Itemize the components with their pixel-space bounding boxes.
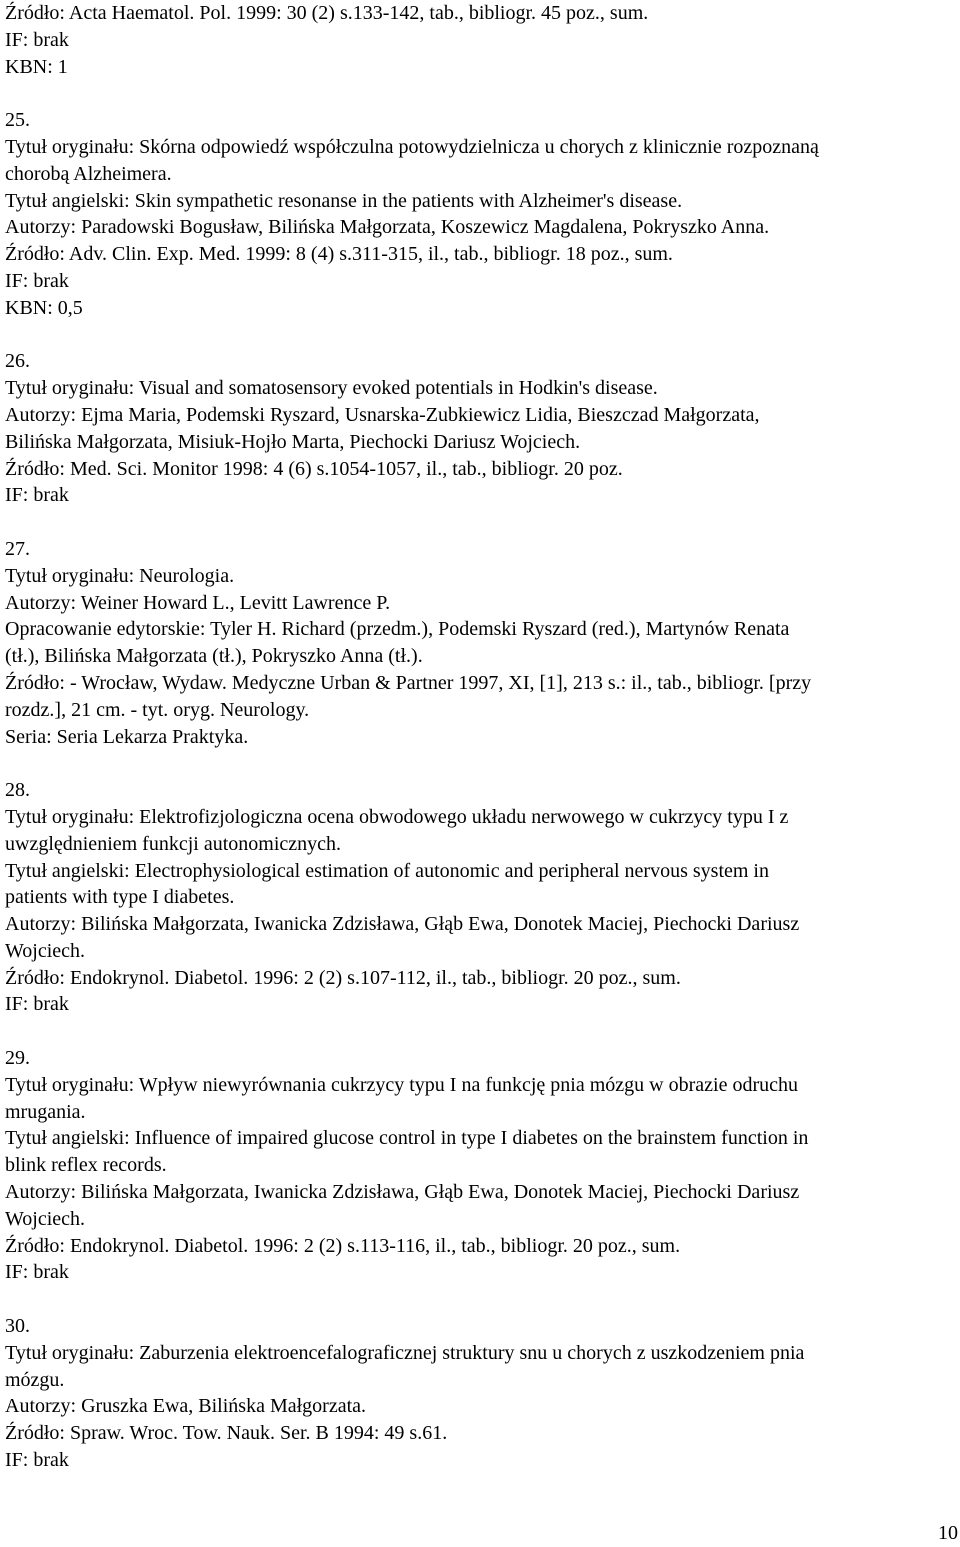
entry-line: Źródło: Adv. Clin. Exp. Med. 1999: 8 (4) s.311-315, il., tab., bibliogr. 18 poz., sum. — [5, 243, 673, 266]
entry-line: IF: brak — [5, 28, 69, 51]
entry-line: Autorzy: Bilińska Małgorzata, Iwanicka Zdzisława, Głąb Ewa, Donotek Maciej, Piechocki Dariusz — [5, 913, 800, 936]
entry-line: Autorzy: Bilińska Małgorzata, Iwanicka Zdzisława, Głąb Ewa, Donotek Maciej, Piechocki Dariusz — [5, 1181, 800, 1204]
entry-line: Autorzy: Ejma Maria, Podemski Ryszard, Usnarska-Zubkiewicz Lidia, Bieszczad Małgorzata, — [5, 403, 760, 426]
entry-line: IF: brak — [5, 993, 69, 1016]
entry-line: IF: brak — [5, 269, 69, 292]
entry-line: IF: brak — [5, 484, 69, 507]
entry-line: Źródło: Med. Sci. Monitor 1998: 4 (6) s.1054-1057, il., tab., bibliogr. 20 poz. — [5, 457, 623, 480]
entry-line: Wojciech. — [5, 1207, 86, 1230]
entry-line: 29. — [5, 1047, 30, 1070]
entry-line: 27. — [5, 537, 30, 560]
bibliography-entry — [5, 1045, 955, 1286]
entry-line: KBN: 0,5 — [5, 296, 83, 319]
entry-line: Seria: Seria Lekarza Praktyka. — [5, 725, 249, 748]
entry-line: Tytuł angielski: Skin sympathetic resonanse in the patients with Alzheimer's disease. — [5, 189, 683, 212]
entry-line: Źródło: Endokrynol. Diabetol. 1996: 2 (2) s.107-112, il., tab., bibliogr. 20 poz., sum. — [5, 966, 681, 989]
entry-line: Bilińska Małgorzata, Misiuk-Hojło Marta, Piechocki Dariusz Wojciech. — [5, 430, 581, 453]
entry-line: 25. — [5, 109, 30, 132]
entry-line: Autorzy: Gruszka Ewa, Bilińska Małgorzata. — [5, 1395, 367, 1418]
entry-line: Źródło: - Wrocław, Wydaw. Medyczne Urban & Partner 1997, XI, [1], 213 s.: il., tab., bibliogr. [przy — [5, 671, 812, 694]
entry-line: mózgu. — [5, 1368, 65, 1391]
entry-line: uwzględnieniem funkcji autonomicznych. — [5, 832, 342, 855]
bibliography-entry — [5, 107, 955, 321]
entry-line: patients with type I diabetes. — [5, 886, 235, 909]
entry-line: Źródło: Endokrynol. Diabetol. 1996: 2 (2) s.113-116, il., tab., bibliogr. 20 poz., sum. — [5, 1234, 681, 1257]
entry-line: Autorzy: Paradowski Bogusław, Bilińska Małgorzata, Koszewicz Magdalena, Pokryszko Anna. — [5, 216, 770, 239]
entry-line: Wojciech. — [5, 939, 86, 962]
entry-line: chorobą Alzheimera. — [5, 162, 172, 185]
entry-line: IF: brak — [5, 1449, 69, 1472]
entry-line: Tytuł oryginału: Zaburzenia elektroencefalograficznej struktury snu u chorych z uszkodzeniem pnia — [5, 1341, 805, 1364]
entry-line: Tytuł oryginału: Wpływ niewyrównania cukrzycy typu I na funkcję pnia mózgu w obrazie odruchu — [5, 1073, 798, 1096]
entry-line: Tytuł oryginału: Visual and somatosensory evoked potentials in Hodkin's disease. — [5, 377, 658, 400]
bibliography-entry — [5, 777, 955, 1018]
entry-line: Źródło: Spraw. Wroc. Tow. Nauk. Ser. B 1994: 49 s.61. — [5, 1422, 448, 1445]
entry-line: Źródło: Acta Haematol. Pol. 1999: 30 (2) s.133-142, tab., bibliogr. 45 poz., sum. — [5, 2, 649, 24]
entry-line: blink reflex records. — [5, 1154, 167, 1177]
entry-line: Autorzy: Weiner Howard L., Levitt Lawrence P. — [5, 591, 391, 614]
entry-spacer — [5, 509, 955, 536]
entry-line: IF: brak — [5, 1261, 69, 1284]
bibliography-entry — [5, 536, 955, 750]
entry-line: Tytuł oryginału: Skórna odpowiedź współczulna potowydzielnicza u chorych z klinicznie rozpoznaną — [5, 135, 819, 158]
bibliography-entry — [5, 1313, 955, 1474]
entry-line: 28. — [5, 779, 30, 802]
entry-line: Tytuł angielski: Electrophysiological estimation of autonomic and peripheral nervous system in — [5, 859, 769, 882]
bibliography-page — [5, 0, 955, 1474]
bibliography-entry — [5, 348, 955, 509]
entry-line: 26. — [5, 350, 30, 373]
entry-spacer — [5, 80, 955, 107]
entry-line: 30. — [5, 1315, 30, 1338]
entry-line: Tytuł oryginału: Neurologia. — [5, 564, 235, 587]
entry-spacer — [5, 1018, 955, 1045]
entry-line: (tł.), Bilińska Małgorzata (tł.), Pokryszko Anna (tł.). — [5, 645, 423, 668]
entry-line: Tytuł oryginału: Elektrofizjologiczna ocena obwodowego układu nerwowego w cukrzycy typu I z — [5, 805, 789, 828]
entry-line: Tytuł angielski: Influence of impaired glucose control in type I diabetes on the brainstem function in — [5, 1127, 809, 1150]
entry-line: rozdz.], 21 cm. - tyt. oryg. Neurology. — [5, 698, 310, 721]
entry-spacer — [5, 1286, 955, 1313]
page-number: 10 — [938, 1522, 958, 1544]
entry-line: Opracowanie edytorskie: Tyler H. Richard (przedm.), Podemski Ryszard (red.), Martynów Renata — [5, 618, 790, 641]
entry-spacer — [5, 322, 955, 349]
entry-line: mrugania. — [5, 1100, 86, 1123]
entry-continuation — [5, 0, 955, 80]
entry-spacer — [5, 750, 955, 777]
entry-line: KBN: 1 — [5, 55, 68, 78]
